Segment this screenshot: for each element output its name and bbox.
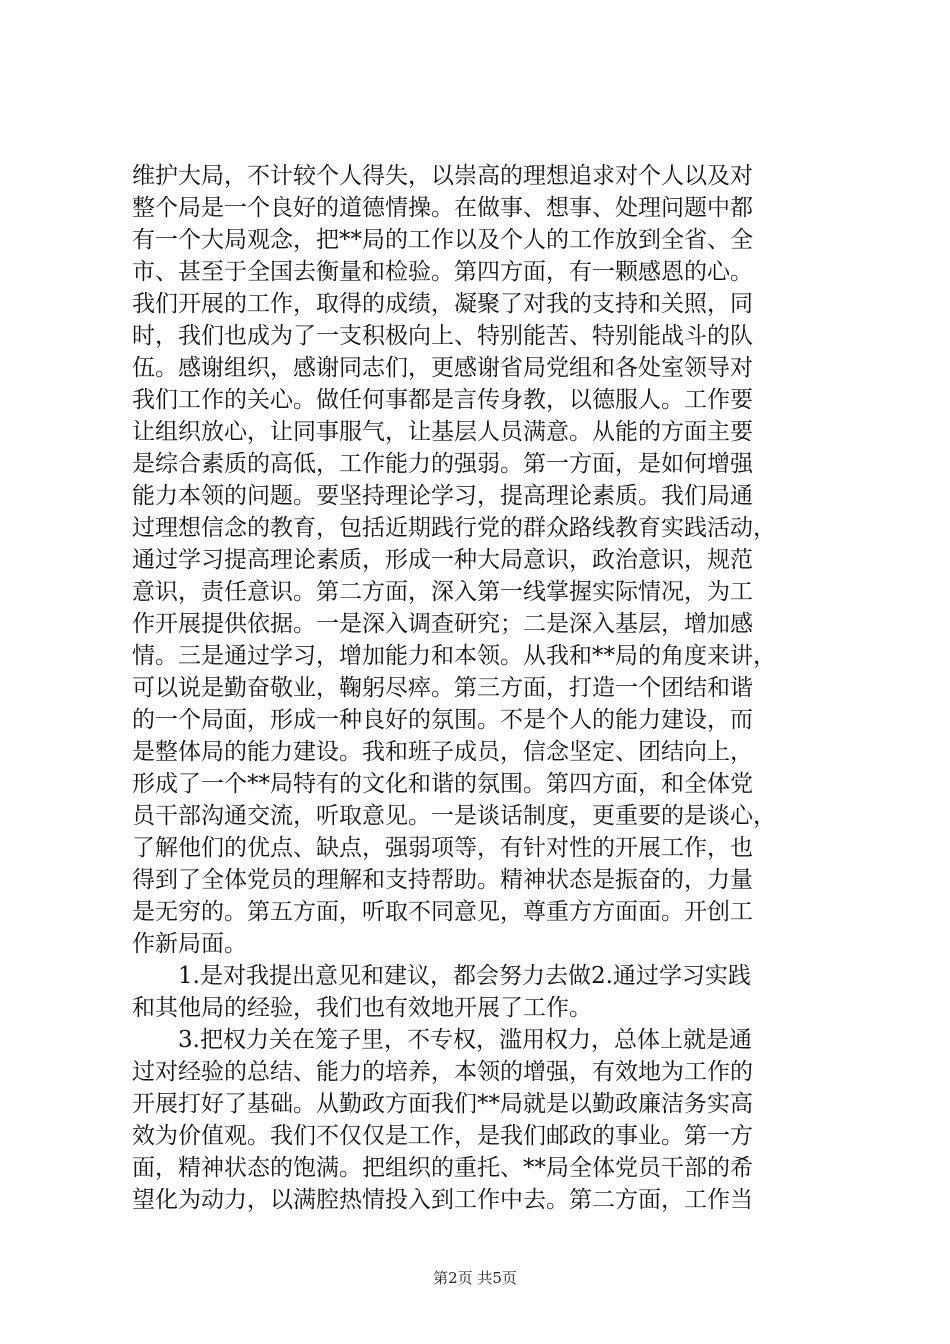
body-text-line: 员干部沟通交流，听取意见。一是谈话制度，更重要的是谈心， xyxy=(132,803,776,829)
page-footer: 第2页 共5页 xyxy=(433,1269,517,1287)
body-text-line: 效为价值观。我们不仅仅是工作，是我们邮政的事业。第一方 xyxy=(132,1123,753,1149)
body-text-line: 能力本领的问题。要坚持理论学习，提高理论素质。我们局通 xyxy=(132,483,753,509)
body-text-line: 得到了全体党员的理解和支持帮助。精神状态是振奋的，力量 xyxy=(132,867,753,893)
body-text-line: 整个局是一个良好的道德情操。在做事、想事、处理问题中都 xyxy=(132,195,753,221)
body-text-line: 形成了一个**局特有的文化和谐的氛围。第四方面，和全体党 xyxy=(132,771,753,797)
document-body xyxy=(132,160,832,1216)
body-text-line: 的一个局面，形成一种良好的氛围。不是个人的能力建设，而 xyxy=(132,707,753,733)
body-text-line: 我们工作的关心。做任何事都是言传身教，以德服人。工作要 xyxy=(132,387,753,413)
body-text-line: 了解他们的优点、缺点，强弱项等，有针对性的开展工作，也 xyxy=(132,835,753,861)
body-text-line: 作开展提供依据。一是深入调查研究；二是深入基层，增加感 xyxy=(132,611,753,637)
body-text-line: 开展打好了基础。从勤政方面我们**局就是以勤政廉洁务实高 xyxy=(132,1091,753,1117)
body-text-line: 是综合素质的高低，工作能力的强弱。第一方面，是如何增强 xyxy=(132,451,753,477)
body-text-line: 面，精神状态的饱满。把组织的重托、**局全体党员干部的希 xyxy=(132,1155,753,1181)
body-text-line: 作新局面。 xyxy=(132,931,247,957)
body-text-line: 通过学习提高理论素质，形成一种大局意识，政治意识，规范 xyxy=(132,547,753,573)
body-text-line: 意识，责任意识。第二方面，深入第一线掌握实际情况，为工 xyxy=(132,579,753,605)
body-text-line: 过对经验的总结、能力的培养，本领的增强，有效地为工作的 xyxy=(132,1059,753,1085)
body-text-line: 市、甚至于全国去衡量和检验。第四方面，有一颗感恩的心。 xyxy=(132,259,753,285)
body-text-line: 过理想信念的教育，包括近期践行党的群众路线教育实践活动， xyxy=(132,515,776,541)
body-text-line: 情。三是通过学习，增加能力和本领。从我和**局的角度来讲， xyxy=(132,643,776,669)
body-text-line: 时，我们也成为了一支积极向上、特别能苦、特别能战斗的队 xyxy=(132,323,753,349)
body-text-line: 维护大局，不计较个人得失，以崇高的理想追求对个人以及对 xyxy=(132,163,753,189)
body-text-line: 是整体局的能力建设。我和班子成员，信念坚定、团结向上， xyxy=(132,739,753,765)
body-text-line: 让组织放心，让同事服气，让基层人员满意。从能的方面主要 xyxy=(132,419,753,445)
body-text-line: 1.是对我提出意见和建议，都会努力去做2.通过学习实践 xyxy=(132,963,751,989)
body-text-line: 望化为动力，以满腔热情投入到工作中去。第二方面，工作当 xyxy=(132,1187,753,1213)
body-text-line: 3.把权力关在笼子里，不专权，滥用权力，总体上就是通 xyxy=(132,1027,752,1053)
body-text-line: 和其他局的经验，我们也有效地开展了工作。 xyxy=(132,995,592,1021)
body-text-line: 可以说是勤奋敬业，鞠躬尽瘁。第三方面，打造一个团结和谐 xyxy=(132,675,753,701)
body-text-line: 我们开展的工作，取得的成绩，凝聚了对我的支持和关照，同 xyxy=(132,291,753,317)
body-text-line: 是无穷的。第五方面，听取不同意见，尊重方方面面。开创工 xyxy=(132,899,753,925)
body-text-line: 有一个大局观念，把**局的工作以及个人的工作放到全省、全 xyxy=(132,227,753,253)
body-text-line: 伍。感谢组织，感谢同志们，更感谢省局党组和各处室领导对 xyxy=(132,355,753,381)
